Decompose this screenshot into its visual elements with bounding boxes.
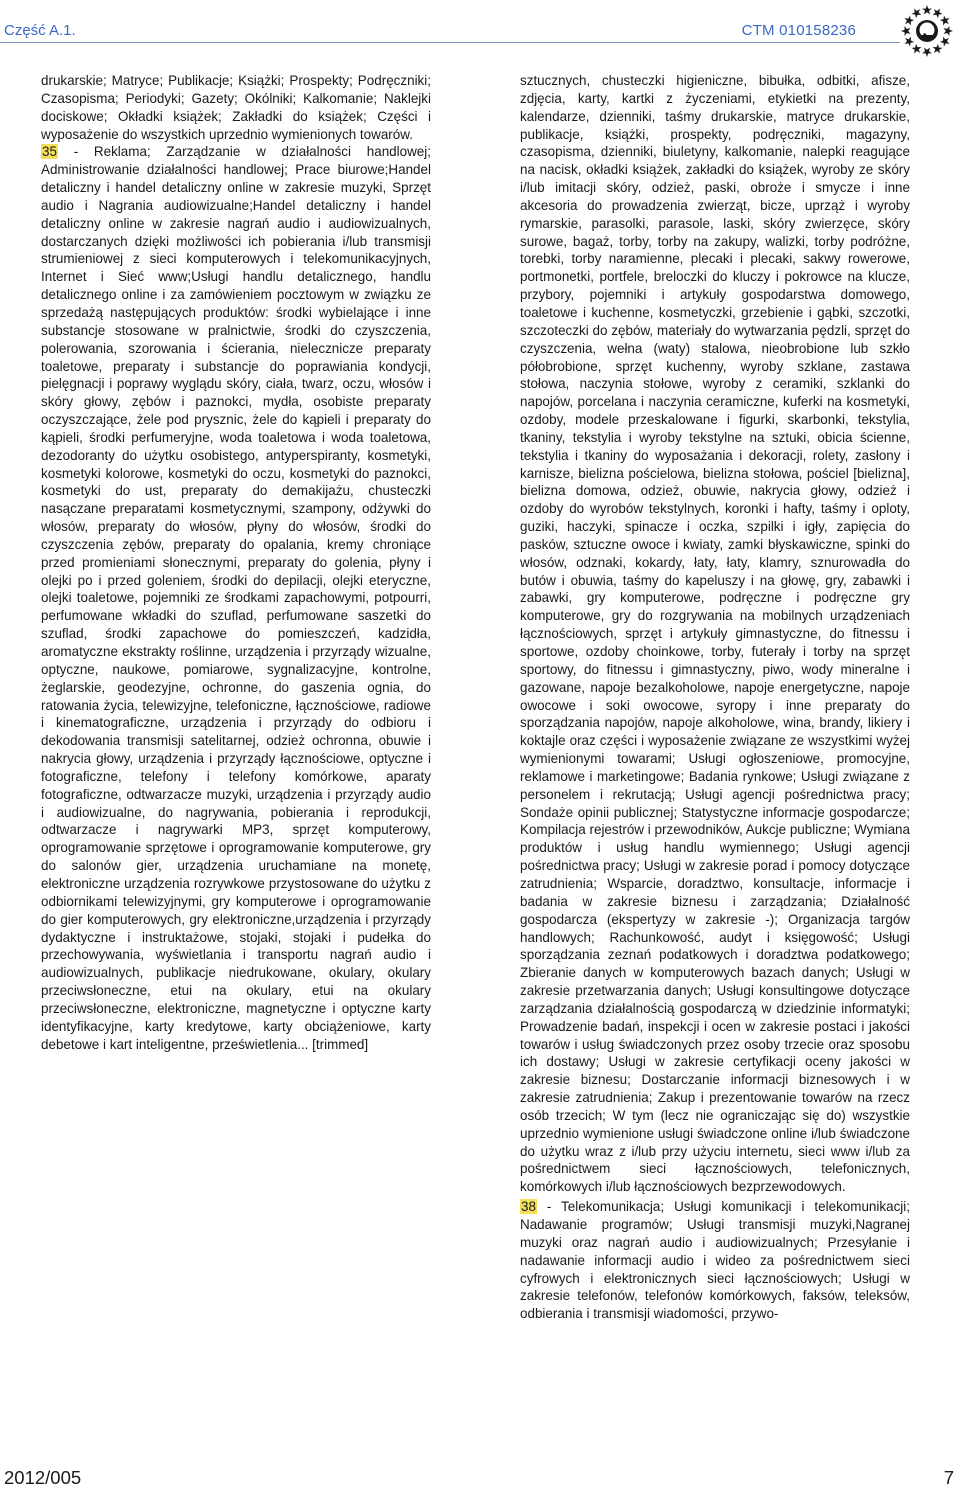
right-intro-text: sztucznych, chusteczki higieniczne, bibułka, odbitki, afisze, zdjęcia, karty, kartki z życzeniami, etykietki na prezenty, kalendarze, dzienniki, taśmy drukarskie, matryce drukarskie, publikacje, książki, prospekty, podręczniki, magazyny, czasopisma, dzienniki, biuletyny, kalkomanie, nalepki reagujące na nacisk, okładki książek, zakładki do książek, wyroby ze skóry i/lub imitacji skóry, odzież, paski, obroże i smycze i inne akcesoria do prowadzenia zwierząt, bicze, uprząż i wyroby rymarskie, parasolki, parasole, laski, skóry zwierzęce, skóry surowe, bagaż, torby, torby na zakupy, walizki, torby podróżne, torebki, torby naramienne, plecaki i plecaki, sakwy rowerowe, portmonetki, portfele, breloczki do kluczy i pokrowce na klucze, przybory, pojemniki i artykuły gospodarstwa domowego, toaletowe i kuchenne, kosmetyczki, grzebienie i gąbki, szczotki, szczoteczki do zębów, materiały do wytwarzania pędzli, sprzęt do czyszczenia, wełna (waty) stalowa, nieobrobione lub szkło półobrobione, sprzęt kuchenny, wyroby szklane, zastawa stołowa, naczynia stołowe, wyroby z ceramiki, szklanki do napojów, porcelana i naczynia ceramiczne, kuferki na kosmetyki, ozdoby, modele przeskalowane i figurki, skarbonki, tekstylia, tkaniny, tekstylia i wyroby tekstylne na sztuki, obicia ścienne, tekstylia i tkaniny do wyposażania i dekoracji, rolety, zasłony i karnisze, bielizna pościelowa, bielizna stołowa, pościel [bielizna], bielizna domowa, odzież, obuwie, nakrycia głowy, odzież i ozdoby do wyrobów tekstylnych, koronki i hafty, taśmy i oploty, guziki, haczyki, spinacze i oczka, szpilki i igły, zapięcia do pasków, sztuczne owoce i kwiaty, zamki błyskawiczne, spinki do włosów, odznaki, kokardy, łaty, łaty, klamry, sznurowadła do butów i obuwia, taśmy do kapeluszy i na głowę, gry, zabawki i zabawki, gry komputerowe, podręczne i podręczne gry komputerowe, gry do rozgrywania na mobilnych urządzeniach łącznościowych, sprzęt i artykuły gimnastyczne, do fitnessu i sportowe, ozdoby choinkowe, torby, futerały i torby na sprzęt sportowy, do fitnessu i gimnastyczny, piwo, wody mineralne i gazowane, napoje bezalkoholowe, napoje energetyczne, napoje owocowe i soki owocowe, syropy i inne preparaty do sporządzania napojów, napoje alkoholowe, wina, brandy, likiery i koktajle oraz części i wyposażenie związane ze wszystkimi wyżej wymienionymi towarami; Usługi ogłoszeniowe, promocyjne, reklamowe i marketingowe; Badania rynkowe; Usługi związane z personelem i rekrutacją; Usługi agencji pośrednictwa pracy; Sondaże opinii publicznej; Statystyczne informacje gospodarcze; Kompilacja rejestrów i przewodników, Aukcje publiczne; Wymiana produktów i usług handlu wymiennego; Usługi agencji pośrednictwa pracy; Usługi w zakresie porad i pomocy dotyczące zatrudnienia; Wsparcie, doradztwo, konsultacje, informacje i badania w zakresie biznesu i zarządzania; Działalność gospodarcza (ekspertyzy w zakresie -); Organizacja targów handlowych; Rachunkowość, audyt i księgowość; Usługi sporządzania zeznań podatkowych i doradztwa podatkowego; Zbieranie danych w komputerowych bazach danych; Usługi w zakresie przetwarzania danych; Usługi konsultingowe dotyczące zarządzania działalnością gospodarczą w dziedzinie informatyki; Prowadzenie badań, inspekcji i ocen w zakresie postaci i jakości towarów i usług świadczonych przez osoby trzecie oraz sposobu ich dostawy; Usługi w zakresie certyfikacji oceny jakości w zakresie biznesu; Dostarczanie informacji biznesowych i w zakresie zatrudnienia; Zakup i prezentowanie towarów na rzecz osób trzecich; W tym (lecz nie ograniczając się do) wszystkie uprzednio wymienione usługi świadczone online i/lub świadczone do użytku wraz z i/lub przy użyciu internetu, sieci www i/lub za pośrednictwem sieci łącznościowych, telefonicznych, komórkowych i/lub łącznościowych bezprzewodowych.: [520, 73, 910, 1195]
page-number: 7: [943, 1467, 954, 1488]
class-number-38: 38: [521, 1199, 536, 1215]
issue-number: 2012/005: [4, 1467, 82, 1488]
class-35-paragraph: [41, 143, 431, 1053]
header-divider: [0, 42, 900, 43]
left-column: [41, 72, 431, 1053]
class-number-35: 35: [42, 144, 57, 160]
left-intro-text: drukarskie; Matryce; Publikacje; Książki; Prospekty; Podręczniki; Czasopisma; Periodyki; Gazety; Okólniki; Kalkomanie; Naklejki dociskowe; Okładki książek; Zakładki do książek; Części i wyposażenie do wszystkich uprzednio wymienionych towarów.: [41, 73, 431, 142]
right-column: [520, 72, 910, 1323]
eu-stars-logo-icon: [898, 2, 956, 60]
class-38-paragraph: [520, 1198, 910, 1323]
class-35-text: - Reklama; Zarządzanie w działalności handlowej; Administrowanie działalności handlowej; Prace biurowe;Handel detaliczny i handel detaliczny online w zakresie muzyki, Sprzęt audio i Nagrania audiowizualne;Handel detaliczny i handel detaliczny online w zakresie nagrań audio i audiowizualnych, dostarczanych dzięki możliwości ich pobierania i/lub transmisji strumieniowej z sieci komputerowych i telekomunikacyjnych, Internet i Sieć www;Usługi handlu detalicznego, handlu detalicznego online i za zamówieniem pocztowym w związku ze sprzedażą następujących produktów: środki wybielające i inne substancje stosowane w pralnictwie, środki do czyszczenia, polerowania, szorowania i ścierania, nielecznicze preparaty toaletowe, preparaty i substancje do poprawiania kondycji, pielęgnacji i poprawy wyglądu skóry, ciała, twarz, oczu, włosów i skóry głowy, zębów i paznokci, mydła, osobiste preparaty oczyszczające, żele pod prysznic, żele do kąpieli i preparaty do kąpieli, środki perfumeryjne, woda toaletowa i woda toaletowa, dezodoranty do użytku osobistego, antyperspiranty, kosmetyki, kosmetyki kolorowe, kosmetyki do oczu, kosmetyki do paznokci, kosmetyki do ust, preparaty do demakijażu, chusteczki nasączane preparatami kosmetycznymi, szampony, odżywki do włosów, preparaty do włosów, płyny do włosów, środki do czyszczenia zębów, preparaty do opalania, kremy chroniące przed promieniami słonecznymi, preparaty do golenia, płyny i olejki po i przed goleniem, środki do depilacji, olejki eteryczne, olejki toaletowe, pojemniki ze środkami zapachowymi, potpourri, perfumowane wkładki do szuflad, perfumowane saszetki do szuflad, środki zapachowe do pomieszczeń, kadzidła, aromatyczne ekstrakty roślinne, urządzenia i przyrządy wizualne, optyczne, naukowe, pomiarowe, sygnalizacyjne, kontrolne, żeglarskie, geodezyjne, ochronne, do gaszenia ognia, do ratowania życia, telewizyjne, telefoniczne, łącznościowe, radiowe i kinematograficzne, urządzenia i przyrządy do odbioru i dekodowania transmisji satelitarnej, odzież ochronna, obuwie i nakrycia głowy, urządzenia i przyrządy łącznościowe, optyczne i fotograficzne, telefony i telefony komórkowe, aparaty fotograficzne, odtwarzacze muzyki, urządzenia i przyrządy audio i audiowizualne, do nagrywania, pobierania i reprodukcji, odtwarzacze i nagrywarki MP3, sprzęt komputerowy, oprogramowanie sprzętowe i oprogramowanie komputerowe, gry do salonów gier, urządzenia uruchamiane na monetę, elektroniczne urządzenia rozrywkowe przystosowane do użytku z odbiornikami telewizyjnymi, gry komputerowe i oprogramowanie do gier komputerowych, gry elektroniczne,urządzenia i przyrządy dydaktyczne i instruktażowe, stojaki, stojaki i pudełka do przechowywania, wyświetlania i transportu nagrań audio i audiowizualnych, publikacje niedrukowane, okulary, okulary przeciwsłoneczne, etui na okulary, etui na okulary przeciwsłoneczne, elektroniczne, magnetyczne i optyczne karty identyfikacyjne, karty kredytowe, karty obciążeniowe, karty debetowe i kart inteligentne, prześwietlenia... [trimmed]: [41, 144, 431, 1052]
class-38-text: - Telekomunikacja; Usługi komunikacji i telekomunikacji; Nadawanie programów; Usługi transmisji muzyki,Nagranej muzyki oraz nagrań audio i audiowizualnych; Przesyłanie i nadawanie informacji audio i wideo za pośrednictwem sieci cyfrowych i elektronicznych sieci łącznościowych; Usługi w zakresie telefonów, telefonów komórkowych, faksów, teleksów, odbierania i transmisji wiadomości, przywo-: [520, 1199, 910, 1322]
section-label: Część A.1.: [4, 22, 76, 39]
ctm-number: CTM 010158236: [741, 22, 856, 39]
